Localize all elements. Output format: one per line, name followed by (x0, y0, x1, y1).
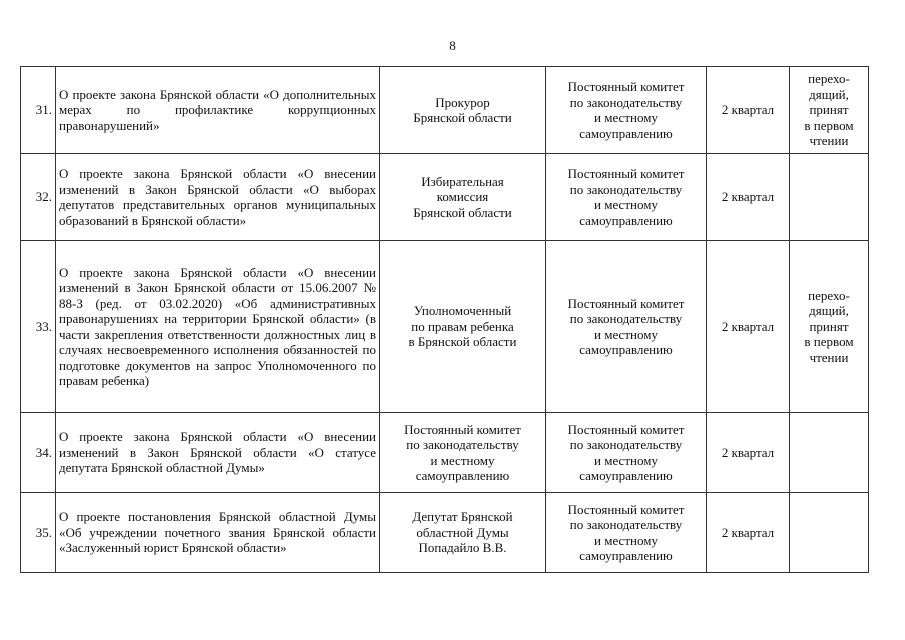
responsible-committee-cell: Постоянный комитет по законодательству и местному самоуправлению (546, 67, 707, 154)
row-number: 35. (21, 493, 56, 573)
status-cell: перехо- дящий, принят в первом чтении (790, 67, 869, 154)
initiator-cell: Депутат Брянской областной Думы Попадайло В.В. (380, 493, 546, 573)
row-number: 32. (21, 154, 56, 241)
row-number: 31. (21, 67, 56, 154)
period-cell: 2 квартал (707, 493, 790, 573)
status-cell: перехо- дящий, принят в первом чтении (790, 241, 869, 413)
table-row (21, 241, 869, 413)
table-row (21, 67, 869, 154)
status-cell (790, 493, 869, 573)
initiator-cell: Избирательная комиссия Брянской области (380, 154, 546, 241)
initiator-cell: Прокурор Брянской области (380, 67, 546, 154)
initiator-cell: Постоянный комитет по законодательству и местному самоуправлению (380, 413, 546, 493)
bill-title: О проекте закона Брянской области «О внесении изменений в Закон Брянской области от 15.06.2007 № 88-З (ред. от 03.02.2020) «Об административных правонарушениях на территории Брянской области» (в части закрепления ответственности должностных лиц в случаях несвоевременного исполнения обязанностей по подготовке документов на запрос Уполномоченного по правам ребенка) (56, 241, 380, 413)
status-cell (790, 413, 869, 493)
initiator-cell: Уполномоченный по правам ребенка в Брянской области (380, 241, 546, 413)
period-cell: 2 квартал (707, 67, 790, 154)
responsible-committee-cell: Постоянный комитет по законодательству и местному самоуправлению (546, 493, 707, 573)
period-cell: 2 квартал (707, 154, 790, 241)
bill-title: О проекте закона Брянской области «О дополнительных мерах по профилактике коррупционных правонарушений» (56, 67, 380, 154)
bill-title: О проекте закона Брянской области «О внесении изменений в Закон Брянской области «О статусе депутата Брянской областной Думы» (56, 413, 380, 493)
responsible-committee-cell: Постоянный комитет по законодательству и местному самоуправлению (546, 154, 707, 241)
period-cell: 2 квартал (707, 241, 790, 413)
row-number: 34. (21, 413, 56, 493)
responsible-committee-cell: Постоянный комитет по законодательству и местному самоуправлению (546, 241, 707, 413)
responsible-committee-cell: Постоянный комитет по законодательству и местному самоуправлению (546, 413, 707, 493)
bill-title: О проекте постановления Брянской областной Думы «Об учреждении почетного звания Брянской области «Заслуженный юрист Брянской области» (56, 493, 380, 573)
table-row (21, 154, 869, 241)
table-row (21, 493, 869, 573)
row-number: 33. (21, 241, 56, 413)
bill-title: О проекте закона Брянской области «О внесении изменений в Закон Брянской области «О выборах депутатов представительных органов муниципальных образований в Брянской области» (56, 154, 380, 241)
period-cell: 2 квартал (707, 413, 790, 493)
page-number: 8 (449, 38, 456, 53)
table-row (21, 413, 869, 493)
status-cell (790, 154, 869, 241)
legislative-plan-table (20, 66, 869, 573)
